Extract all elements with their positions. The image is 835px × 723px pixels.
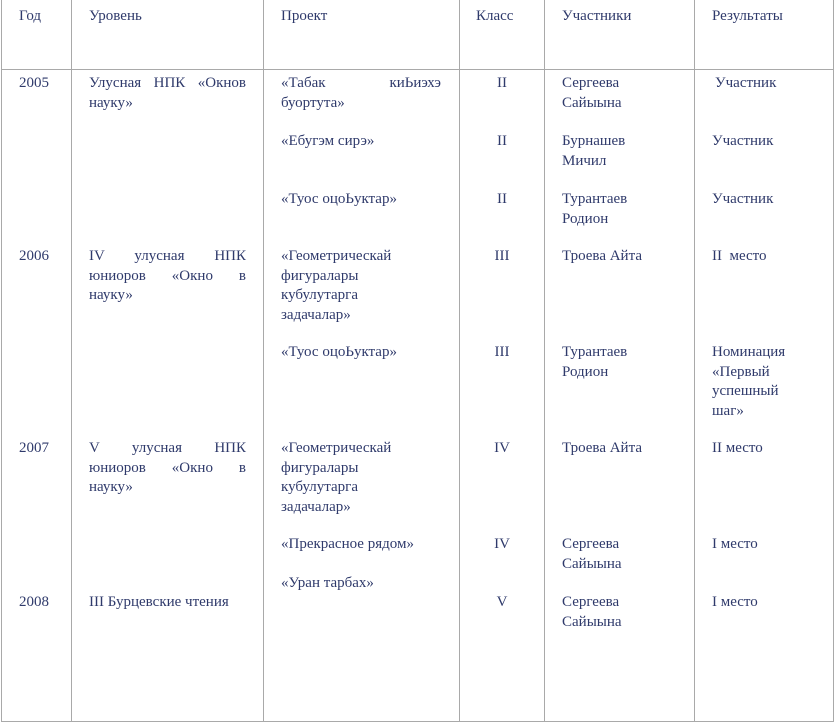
cell-level: науку» — [89, 287, 133, 303]
cell-level: III Бурцевские чтения — [89, 594, 229, 610]
header-results: Результаты — [712, 8, 783, 24]
cell-level: науку» — [89, 479, 133, 495]
cell-result: Участник — [715, 75, 777, 91]
cell-participant: Сергеева — [562, 536, 620, 552]
cell-project: задачалар» — [281, 498, 351, 515]
cell-year: 2005 — [19, 75, 49, 91]
header-project: Проект — [281, 8, 328, 24]
cell-participant: Родион — [562, 210, 609, 227]
cell-level: юниоров «Окно в — [89, 267, 246, 284]
cell-project: «Прекрасное рядом» — [281, 536, 414, 552]
cell-project: «Геометрическай — [281, 440, 392, 456]
cell-project: фигуралары — [281, 459, 359, 476]
cell-level: IV улусная НПК — [89, 248, 246, 264]
cell-result: I место — [712, 594, 758, 610]
cell-participant: Бурнашев — [562, 133, 626, 149]
cell-class: IV — [494, 536, 510, 552]
cell-participant: Сергеева — [562, 75, 620, 91]
cell-project: «Табак киЬиэхэ — [281, 75, 441, 91]
cell-project: «Туос оцоЬуктар» — [281, 344, 397, 360]
header-class: Класс — [476, 8, 514, 24]
cell-project: «Уран тарбах» — [281, 575, 374, 591]
cell-participant: Турантаев — [562, 191, 628, 207]
cell-participant: Троева Айта — [562, 248, 642, 264]
cell-participant: Сайыына — [562, 94, 622, 111]
cell-class: IV — [494, 440, 510, 456]
cell-level: науку» — [89, 94, 133, 111]
header-divider — [2, 69, 833, 70]
cell-project: «Ебугэм сирэ» — [281, 133, 375, 149]
cell-project: «Геометрическай — [281, 248, 392, 264]
cell-participant: Турантаев — [562, 344, 628, 360]
cell-year: 2007 — [19, 440, 49, 456]
cell-result: II место — [712, 440, 763, 456]
cell-result: Участник — [712, 133, 774, 149]
column-divider — [71, 0, 72, 721]
cell-result: Участник — [712, 191, 774, 207]
cell-participant: Родион — [562, 363, 609, 380]
column-divider — [694, 0, 695, 721]
cell-class: II — [497, 75, 507, 91]
cell-class: V — [496, 594, 508, 610]
header-participants: Участники — [562, 8, 632, 24]
cell-level: юниоров «Окно в — [89, 459, 246, 476]
header-level: Уровень — [89, 8, 142, 24]
cell-result: Номинация — [712, 344, 786, 360]
cell-project: фигуралары — [281, 267, 359, 284]
column-divider — [544, 0, 545, 721]
cell-result: успешный — [712, 383, 779, 399]
cell-class: III — [494, 248, 510, 264]
cell-level: V улусная НПК — [89, 440, 246, 456]
cell-project: кубулутарга — [281, 479, 358, 495]
cell-year: 2008 — [19, 594, 49, 610]
header-year: Год — [19, 8, 42, 24]
cell-participant: Сайыына — [562, 613, 622, 630]
cell-participant: Сергеева — [562, 594, 620, 610]
cell-project: буортута» — [281, 94, 345, 111]
cell-result: I место — [712, 536, 758, 552]
cell-project: кубулутарга — [281, 287, 358, 303]
cell-year: 2006 — [19, 248, 49, 264]
column-divider — [263, 0, 264, 721]
cell-level: Улусная НПК «Окнов — [89, 75, 246, 91]
cell-result: шаг» — [712, 402, 744, 419]
cell-class: II — [497, 133, 507, 149]
cell-result: «Первый — [712, 363, 770, 380]
cell-class: II — [497, 191, 507, 207]
cell-result: II место — [712, 248, 767, 264]
cell-class: III — [494, 344, 510, 360]
cell-participant: Троева Айта — [562, 440, 642, 456]
cell-project: «Туос оцоЬуктар» — [281, 191, 397, 207]
cell-participant: Сайыына — [562, 555, 622, 572]
cell-project: задачалар» — [281, 306, 351, 323]
cell-participant: Мичил — [562, 152, 607, 169]
